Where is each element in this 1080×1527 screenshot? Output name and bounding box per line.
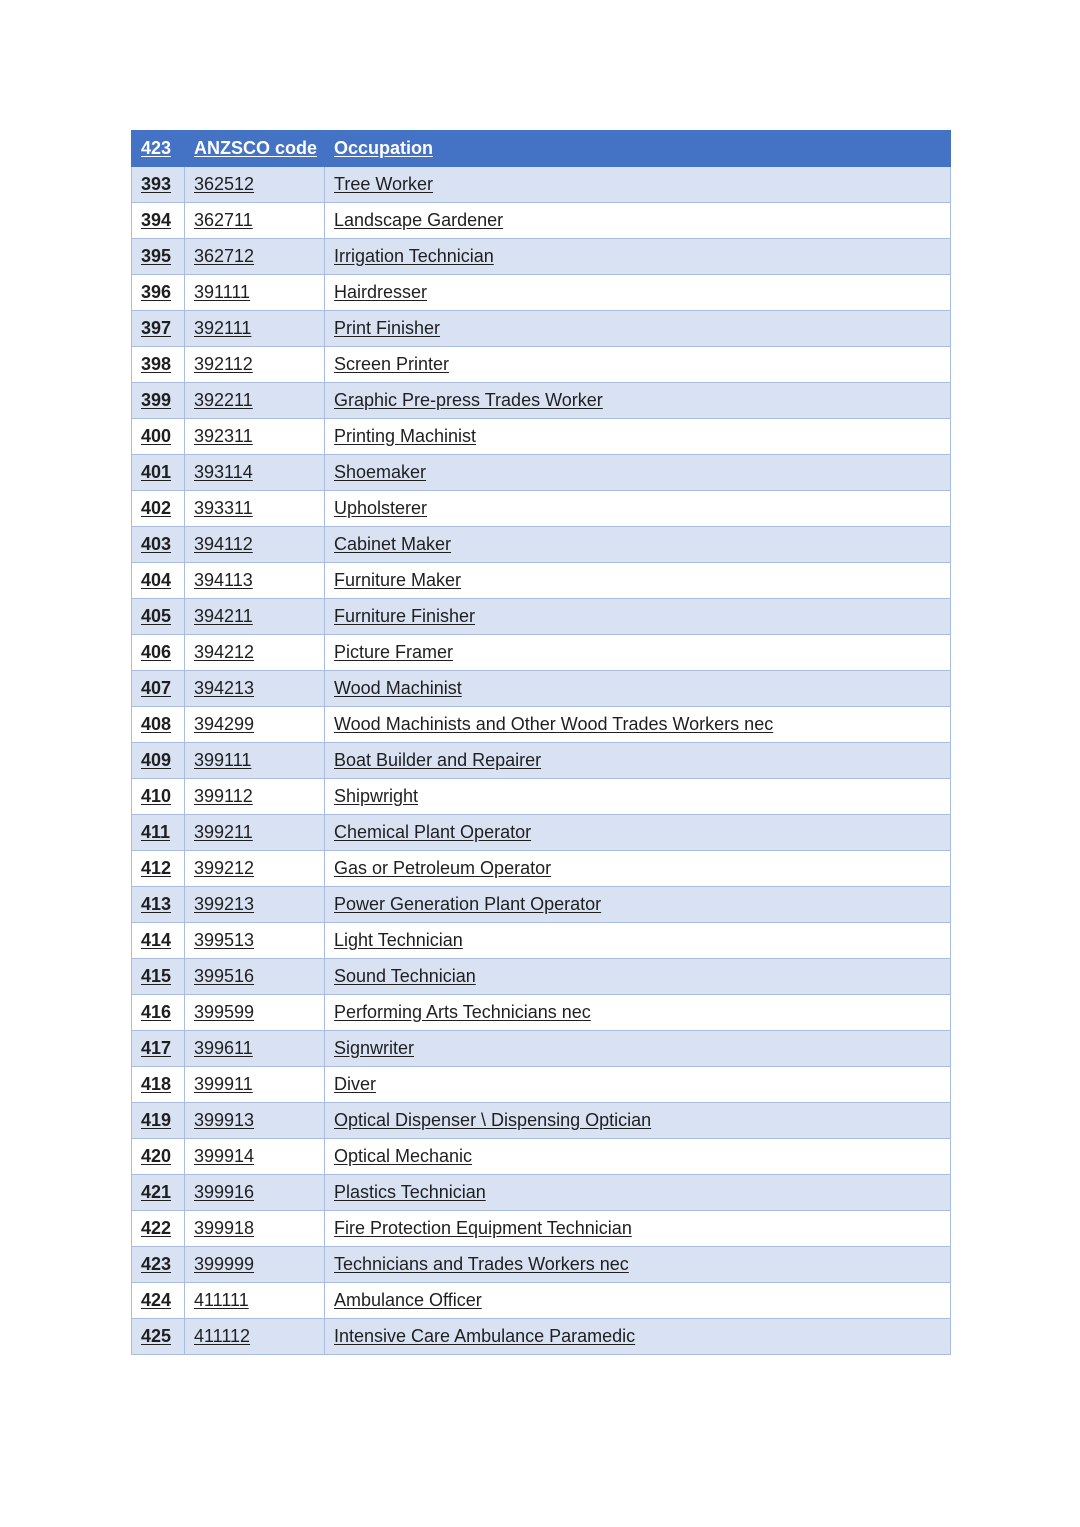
row-number: 409 <box>132 743 185 779</box>
table-row <box>132 311 951 347</box>
row-number: 422 <box>132 1211 185 1247</box>
table-row <box>132 239 951 275</box>
table-row <box>132 851 951 887</box>
table-row <box>132 347 951 383</box>
occupation-name: Screen Printer <box>325 347 951 383</box>
row-number: 420 <box>132 1139 185 1175</box>
row-number: 414 <box>132 923 185 959</box>
row-number: 394 <box>132 203 185 239</box>
table-row <box>132 491 951 527</box>
row-number: 393 <box>132 167 185 203</box>
row-number: 400 <box>132 419 185 455</box>
anzsco-code: 399611 <box>185 1031 325 1067</box>
anzsco-code: 399513 <box>185 923 325 959</box>
row-number: 410 <box>132 779 185 815</box>
anzsco-code: 392211 <box>185 383 325 419</box>
table-row <box>132 599 951 635</box>
row-number: 405 <box>132 599 185 635</box>
anzsco-code: 399211 <box>185 815 325 851</box>
occupation-name: Sound Technician <box>325 959 951 995</box>
anzsco-code: 393114 <box>185 455 325 491</box>
anzsco-code: 394213 <box>185 671 325 707</box>
occupation-name: Diver <box>325 1067 951 1103</box>
occupation-name: Optical Dispenser \ Dispensing Optician <box>325 1103 951 1139</box>
anzsco-code: 394299 <box>185 707 325 743</box>
occupation-name: Performing Arts Technicians nec <box>325 995 951 1031</box>
table-row <box>132 527 951 563</box>
table-row <box>132 1031 951 1067</box>
occupation-name: Upholsterer <box>325 491 951 527</box>
occupation-name: Wood Machinists and Other Wood Trades Workers nec <box>325 707 951 743</box>
anzsco-code: 399913 <box>185 1103 325 1139</box>
row-number: 403 <box>132 527 185 563</box>
row-number: 408 <box>132 707 185 743</box>
table-row <box>132 203 951 239</box>
row-number: 413 <box>132 887 185 923</box>
table-row <box>132 1103 951 1139</box>
anzsco-code: 399111 <box>185 743 325 779</box>
table-row <box>132 779 951 815</box>
table-row <box>132 959 951 995</box>
table-row <box>132 995 951 1031</box>
row-number: 421 <box>132 1175 185 1211</box>
occupation-name: Gas or Petroleum Operator <box>325 851 951 887</box>
anzsco-code: 399599 <box>185 995 325 1031</box>
table-row <box>132 275 951 311</box>
row-number: 399 <box>132 383 185 419</box>
anzsco-code: 394211 <box>185 599 325 635</box>
occupation-name: Furniture Finisher <box>325 599 951 635</box>
table-row <box>132 743 951 779</box>
anzsco-code: 399999 <box>185 1247 325 1283</box>
row-number: 417 <box>132 1031 185 1067</box>
occupation-name: Printing Machinist <box>325 419 951 455</box>
table-row <box>132 635 951 671</box>
table-row <box>132 563 951 599</box>
row-number: 416 <box>132 995 185 1031</box>
header-occupation: Occupation <box>325 131 951 167</box>
table-row <box>132 815 951 851</box>
occupation-name: Furniture Maker <box>325 563 951 599</box>
occupation-name: Shoemaker <box>325 455 951 491</box>
occupation-name: Optical Mechanic <box>325 1139 951 1175</box>
row-number: 406 <box>132 635 185 671</box>
occupation-name: Ambulance Officer <box>325 1283 951 1319</box>
occupation-name: Plastics Technician <box>325 1175 951 1211</box>
anzsco-code: 399112 <box>185 779 325 815</box>
occupation-name: Technicians and Trades Workers nec <box>325 1247 951 1283</box>
row-number: 395 <box>132 239 185 275</box>
row-number: 396 <box>132 275 185 311</box>
table-row <box>132 923 951 959</box>
header-anzsco-code: ANZSCO code <box>185 131 325 167</box>
occupation-name: Boat Builder and Repairer <box>325 743 951 779</box>
row-number: 398 <box>132 347 185 383</box>
table-row <box>132 1319 951 1355</box>
table-row <box>132 707 951 743</box>
occupation-name: Picture Framer <box>325 635 951 671</box>
anzsco-code: 362712 <box>185 239 325 275</box>
anzsco-code: 394112 <box>185 527 325 563</box>
anzsco-code: 394212 <box>185 635 325 671</box>
table-row <box>132 1139 951 1175</box>
anzsco-code: 399213 <box>185 887 325 923</box>
header-number: 423 <box>132 131 185 167</box>
occupation-name: Intensive Care Ambulance Paramedic <box>325 1319 951 1355</box>
row-number: 419 <box>132 1103 185 1139</box>
anzsco-code: 394113 <box>185 563 325 599</box>
table-row <box>132 1211 951 1247</box>
row-number: 411 <box>132 815 185 851</box>
row-number: 397 <box>132 311 185 347</box>
row-number: 424 <box>132 1283 185 1319</box>
row-number: 404 <box>132 563 185 599</box>
table-row <box>132 167 951 203</box>
anzsco-code: 399911 <box>185 1067 325 1103</box>
anzsco-code: 399918 <box>185 1211 325 1247</box>
occupation-name: Tree Worker <box>325 167 951 203</box>
row-number: 425 <box>132 1319 185 1355</box>
anzsco-code: 362711 <box>185 203 325 239</box>
anzsco-code: 392111 <box>185 311 325 347</box>
table-row <box>132 671 951 707</box>
table-row <box>132 455 951 491</box>
table-row <box>132 1247 951 1283</box>
occupation-name: Irrigation Technician <box>325 239 951 275</box>
occupation-name: Hairdresser <box>325 275 951 311</box>
table-row <box>132 1175 951 1211</box>
anzsco-code: 399516 <box>185 959 325 995</box>
anzsco-code: 392311 <box>185 419 325 455</box>
row-number: 402 <box>132 491 185 527</box>
anzsco-code: 399916 <box>185 1175 325 1211</box>
anzsco-code: 393311 <box>185 491 325 527</box>
table-header-row <box>132 131 951 167</box>
row-number: 415 <box>132 959 185 995</box>
occupation-name: Chemical Plant Operator <box>325 815 951 851</box>
table-row <box>132 1283 951 1319</box>
anzsco-code: 411111 <box>185 1283 325 1319</box>
anzsco-code: 399914 <box>185 1139 325 1175</box>
anzsco-code: 392112 <box>185 347 325 383</box>
table-row <box>132 383 951 419</box>
anzsco-code: 399212 <box>185 851 325 887</box>
table-row <box>132 1067 951 1103</box>
row-number: 423 <box>132 1247 185 1283</box>
table-row <box>132 419 951 455</box>
occupation-name: Graphic Pre-press Trades Worker <box>325 383 951 419</box>
anzsco-code: 411112 <box>185 1319 325 1355</box>
occupation-name: Light Technician <box>325 923 951 959</box>
anzsco-code: 362512 <box>185 167 325 203</box>
occupation-table <box>131 130 951 1355</box>
table-row <box>132 887 951 923</box>
anzsco-code: 391111 <box>185 275 325 311</box>
occupation-name: Signwriter <box>325 1031 951 1067</box>
occupation-name: Power Generation Plant Operator <box>325 887 951 923</box>
occupation-name: Print Finisher <box>325 311 951 347</box>
occupation-name: Fire Protection Equipment Technician <box>325 1211 951 1247</box>
occupation-name: Wood Machinist <box>325 671 951 707</box>
row-number: 401 <box>132 455 185 491</box>
row-number: 418 <box>132 1067 185 1103</box>
occupation-name: Cabinet Maker <box>325 527 951 563</box>
occupation-name: Landscape Gardener <box>325 203 951 239</box>
row-number: 407 <box>132 671 185 707</box>
occupation-name: Shipwright <box>325 779 951 815</box>
row-number: 412 <box>132 851 185 887</box>
